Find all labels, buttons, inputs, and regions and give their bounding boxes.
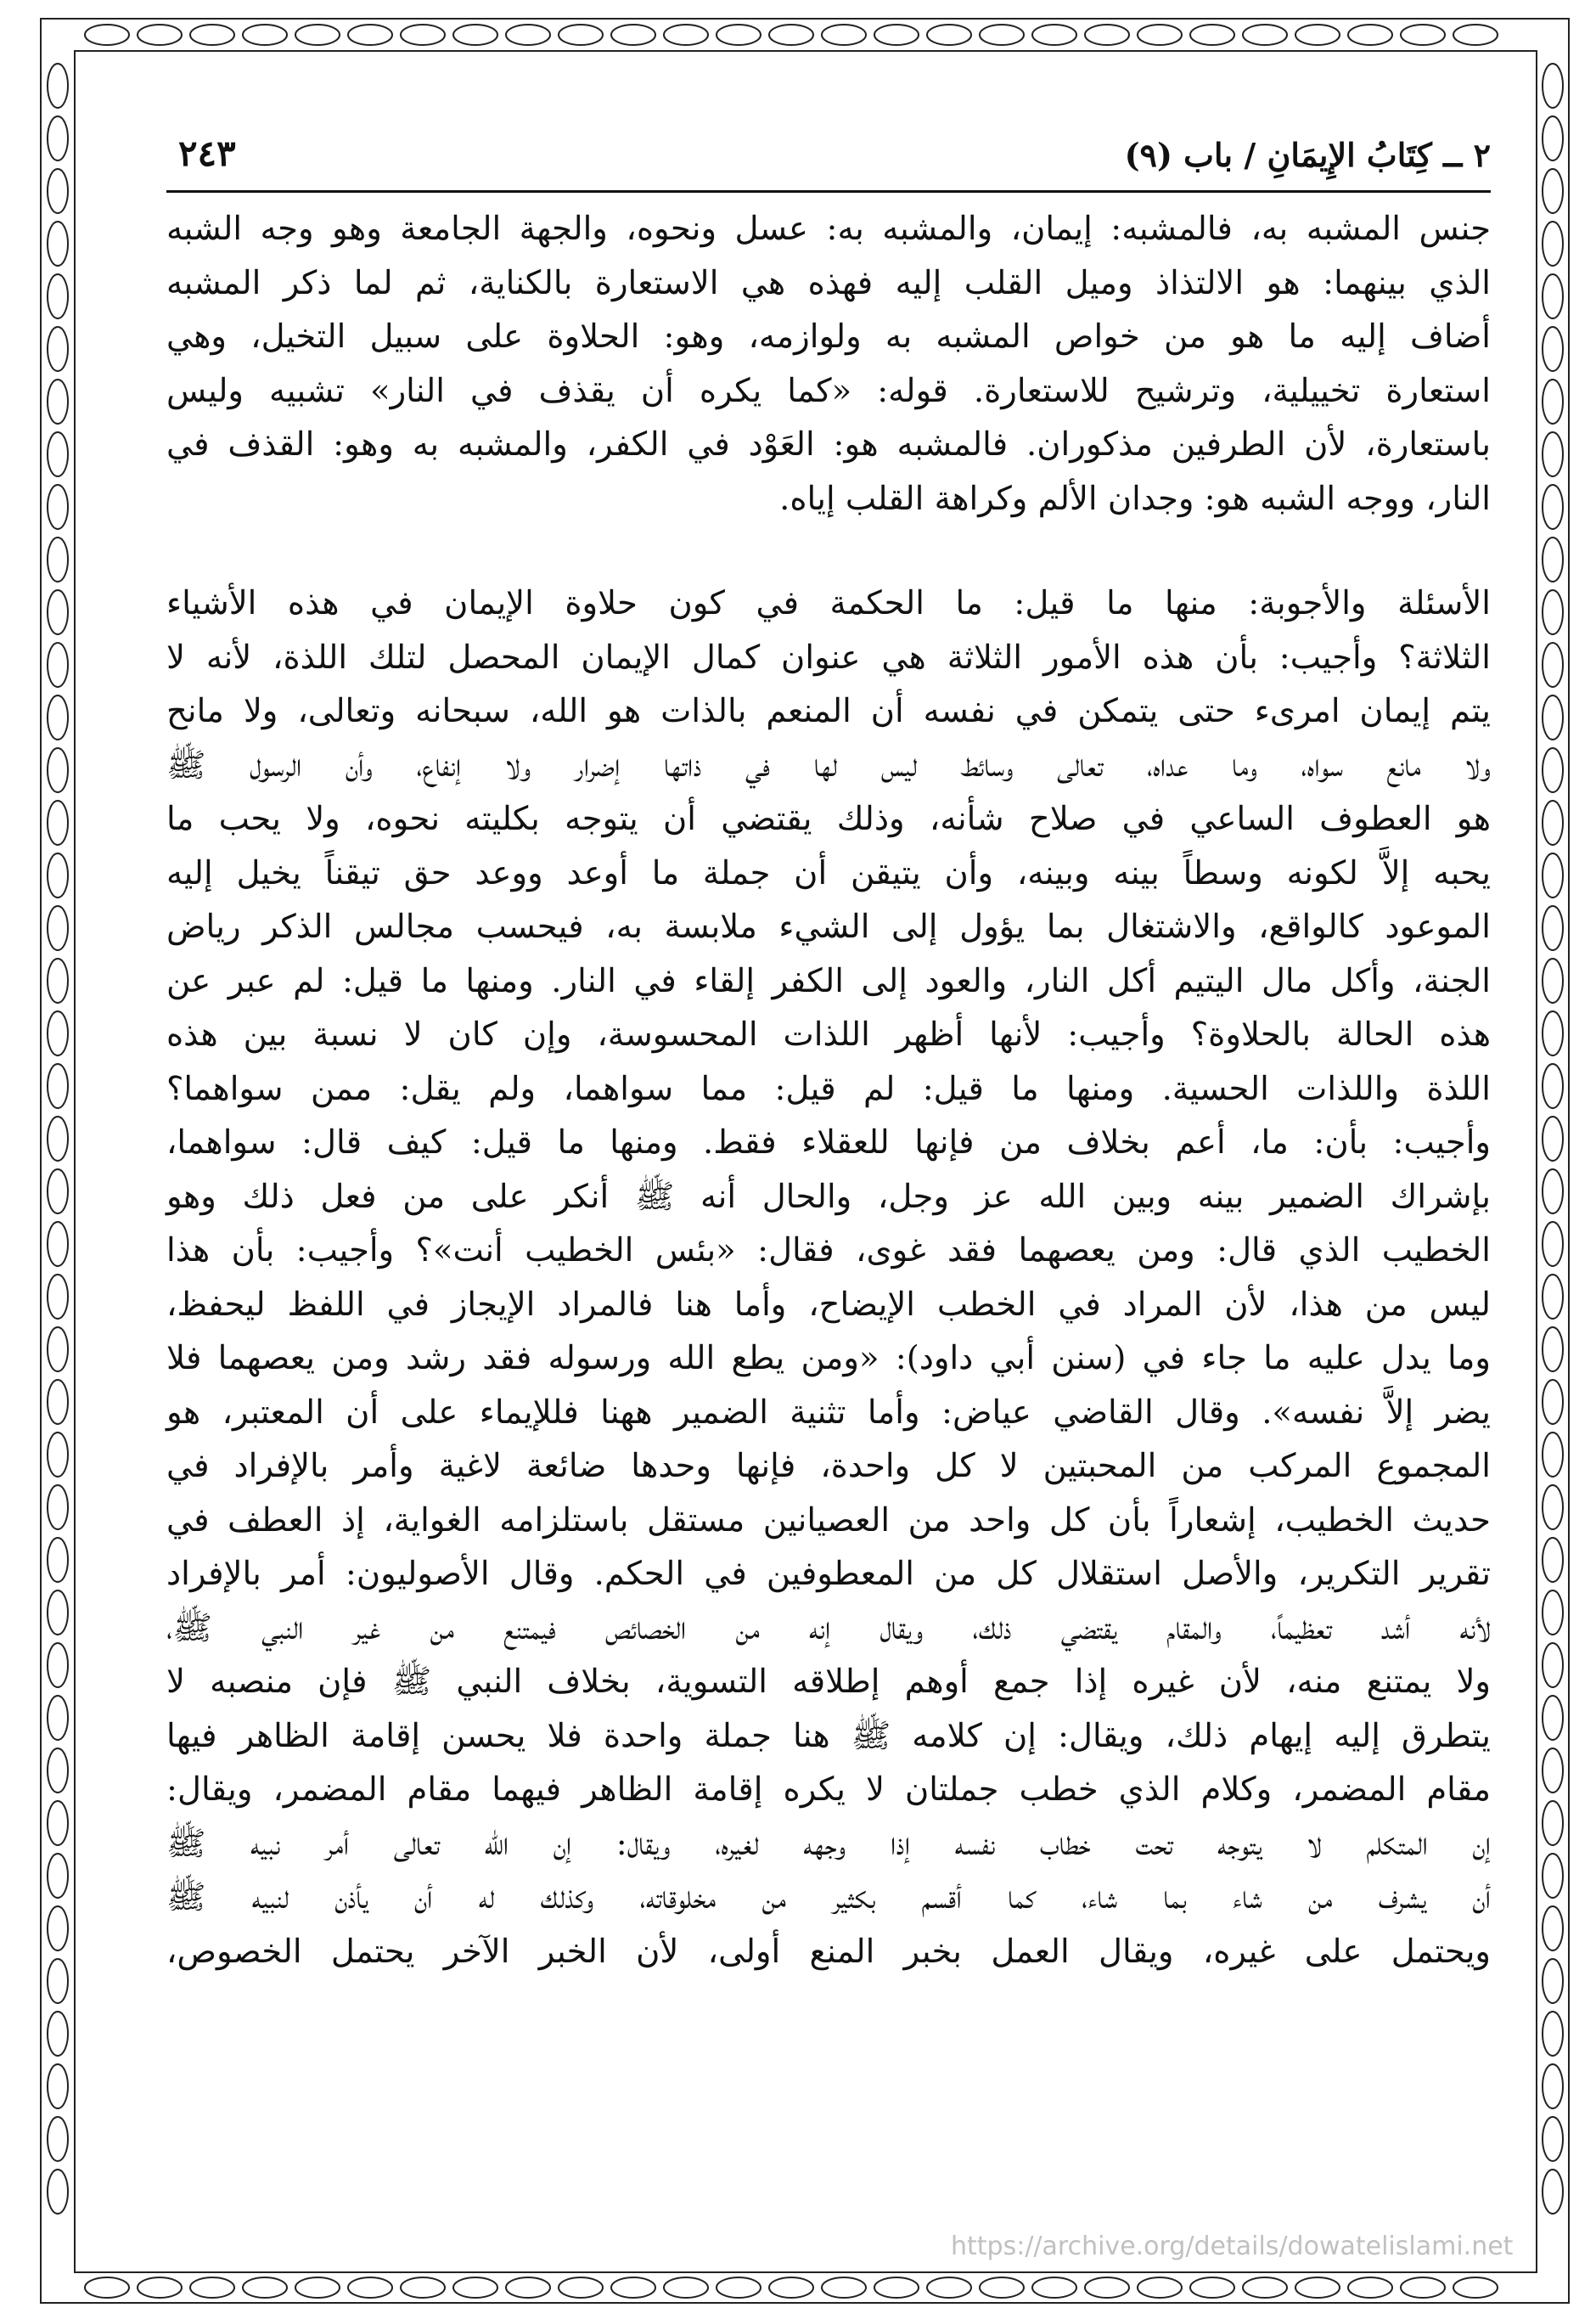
text-line: الجنة، وأكل مال اليتيم أكل النار، والعود إلى الكفر إلقاء في النار. ومنها ما قيل: لم عبر عن xyxy=(166,961,1491,1000)
text-line: ويحتمل على غيره، ويقال العمل بخبر المنع أولى، لأن الخبر الآخر يحتمل الخصوص، xyxy=(166,1932,1491,1971)
text-line: باستعارة، لأن الطرفين مذكوران. فالمشبه هو: العَوْد في الكفر، والمشبه به وهو: القذف في xyxy=(166,425,1491,464)
text-line: الأسئلة والأجوبة: منها ما قيل: ما الحكمة في كون حلاوة الإيمان في هذه الأشياء xyxy=(166,584,1491,622)
text-line: وأجيب: بأن: ما، أعم بخلاف من فإنها للعقلاء فقط. ومنها ما قيل: كيف قال: سواهما، xyxy=(166,1123,1491,1162)
text-line: ولا مانع سواه، وما عداه، تعالى وسائط ليس لها في ذاتها إضرار ولا إنفاع، وأن الرسول ﷺ xyxy=(166,746,1491,785)
watermark: https://archive.org/details/dowatelislami.net xyxy=(951,2232,1514,2261)
header-rule xyxy=(166,190,1491,193)
page-number: ٢٤٣ xyxy=(178,132,236,174)
text-line: الموعود كالواقع، والاشتغال بما يؤول إلى الشيء ملابسة به، فيحسب مجالس الذكر رياض xyxy=(166,908,1491,946)
text-line: النار، ووجه الشبه هو: وجدان الألم وكراهة القلب إياه. xyxy=(779,479,1491,518)
text-line: هو العطوف الساعي في صلاح شأنه، وذلك يقتضي أن يتوجه بكليته نحوه، ولا يحب ما xyxy=(166,800,1491,838)
text-line: ليس من هذا، لأن المراد في الخطب الإيضاح، وأما هنا فالمراد الإيجاز في اللفظ ليحفظ، xyxy=(166,1285,1491,1324)
text-line: الثلاثة؟ وأجيب: بأن هذه الأمور الثلاثة هي عنوان كمال الإيمان المحصل لتلك اللذة، لأنه لا xyxy=(166,638,1491,677)
text-line: يتم إيمان امرىء حتى يتمكن في نفسه أن المنعم بالذات هو الله، سبحانه وتعالى، ولا مانح xyxy=(166,692,1491,730)
paragraph-gap xyxy=(166,526,1491,577)
text-line: جنس المشبه به، فالمشبه: إيمان، والمشبه به: عسل ونحوه، والجهة الجامعة وهو وجه الشبه xyxy=(166,210,1491,248)
text-line: الذي بينهما: هو الالتذاذ وميل القلب إليه فهذه هي الاستعارة بالكناية، ثم لما ذكر المشبه xyxy=(166,263,1491,302)
text-line: استعارة تخييلية، وترشيح للاستعارة. قوله: «كما يكره أن يقذف في النار» تشبيه وليس xyxy=(166,371,1491,410)
book-page xyxy=(166,127,1491,2233)
text-line: يحبه إلاَّ لكونه وسطاً بينه وبينه، وأن يتيقن أن جملة ما أوعد ووعد حق تيقناً يخيل إليه xyxy=(166,853,1491,892)
text-line: ولا يمتنع منه، لأن غيره إذا جمع أوهم إطلاقه التسوية، بخلاف النبي ﷺ فإن منصبه لا xyxy=(166,1663,1491,1701)
text-line: المجموع المركب من المحبتين لا كل واحدة، فإنها وحدها ضائعة لاغية وأمر بالإفراد في xyxy=(166,1447,1491,1485)
text-line: حديث الخطيب، إشعاراً بأن كل واحد من العصيانين مستقل باستلزامه الغواية، إذ العطف في xyxy=(166,1500,1491,1539)
text-line: اللذة واللذات الحسية. ومنها ما قيل: لم قيل: مما سواهما، ولم يقل: ممن سواهما؟ xyxy=(166,1069,1491,1108)
text-line: يتطرق إليه إيهام ذلك، ويقال: إن كلامه ﷺ هنا جملة واحدة فلا يحسن إقامة الظاهر فيها xyxy=(166,1716,1491,1755)
body-text xyxy=(166,202,1491,1978)
text-line: إن المتكلم لا يتوجه تحت خطاب نفسه إذا وجهه لغيره، ويقال: إن الله تعالى أمر نبيه ﷺ xyxy=(166,1824,1491,1863)
text-line: بإشراك الضمير بينه وبين الله عز وجل، والحال أنه ﷺ أنكر على من فعل ذلك وهو xyxy=(166,1177,1492,1216)
text-line: يضر إلاَّ نفسه». وقال القاضي عياض: وأما تثنية الضمير ههنا فللإيماء على أن المعتبر، هو xyxy=(166,1393,1491,1432)
text-line: الخطيب الذي قال: ومن يعصهما فقد غوى، فقال: «بئس الخطيب أنت»؟ وأجيب: بأن هذا xyxy=(166,1231,1491,1269)
page-header xyxy=(166,127,1491,187)
text-line: وما يدل عليه ما جاء في (سنن أبي داود): «ومن يطع الله ورسوله فقد رشد ومن يعصهما فلا xyxy=(166,1339,1491,1377)
text-line: هذه الحالة بالحلاوة؟ وأجيب: لأنها أظهر اللذات المحسوسة، وإن كان لا نسبة بين هذه xyxy=(166,1016,1491,1054)
text-line: أن يشرف من شاء بما شاء، كما أقسم بكثير من مخلوقاته، وكذلك له أن يأذن لنبيه ﷺ xyxy=(166,1878,1491,1917)
text-line: أضاف إليه ما هو من خواص المشبه به ولوازمه، وهو: الحلاوة على سبيل التخيل، وهي xyxy=(166,318,1491,356)
text-line: لأنه أشد تعظيماً، والمقام يقتضي ذلك، ويقال إنه من الخصائص فيمتنع من غير النبي ﷺ، xyxy=(166,1608,1491,1647)
running-title: ٢ ــ كِتَابُ الإِيمَانِ / باب (٩) xyxy=(1124,136,1491,174)
text-line: مقام المضمر، وكلام الذي خطب جملتان لا يكره إقامة الظاهر فيهما مقام المضمر، ويقال: xyxy=(166,1770,1491,1809)
text-line: تقرير التكرير، والأصل استقلال كل من المعطوفين في الحكم. وقال الأصوليون: أمر بالإفراد xyxy=(166,1555,1491,1593)
